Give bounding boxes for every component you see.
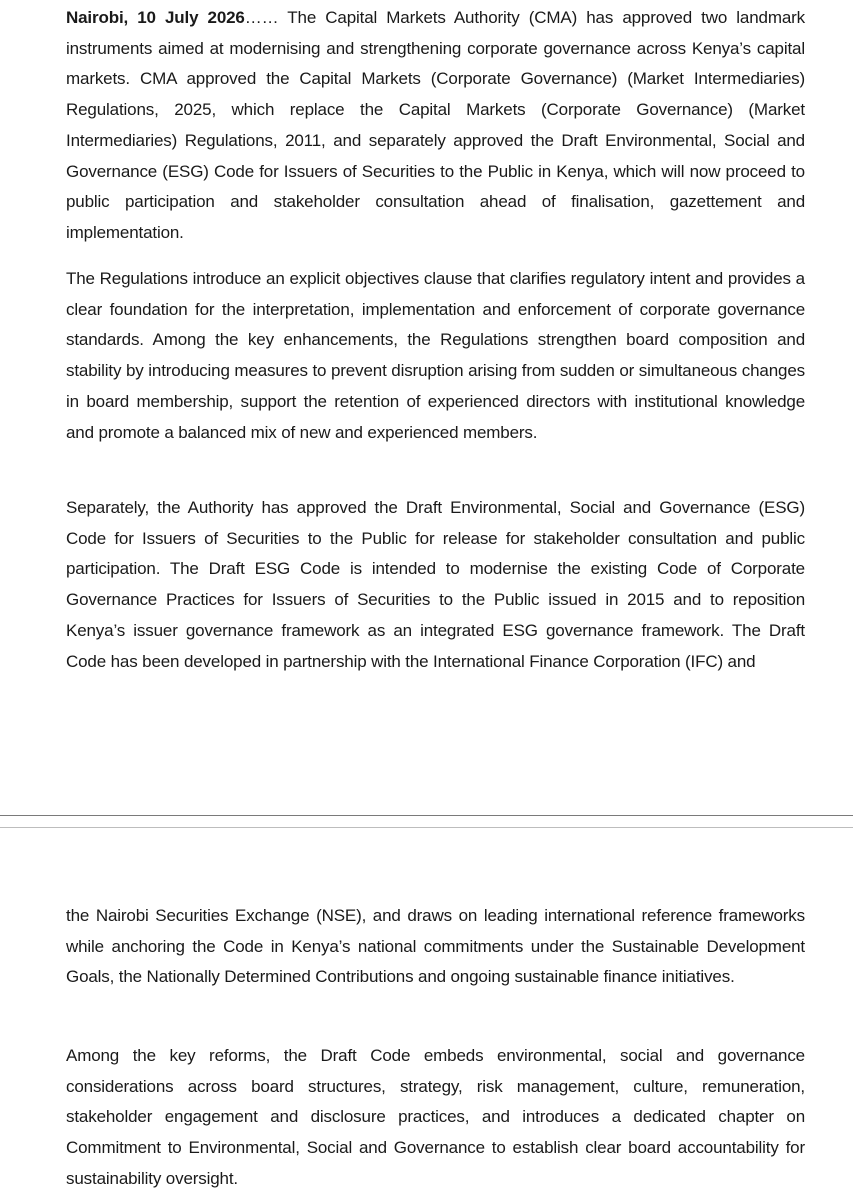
document-page-2 bbox=[0, 828, 853, 1200]
esg-code-text: Separately, the Authority has approved the Draft Environmental, Social and Governance (ESG) Code for Issuers of Securities to the Public for release for stakeholder consultation and public participation. The Draft ESG Code is intended to modernise the existing Code of Corporate Governance Practices for Issuers of Securities to the Public issued in 2015 and to reposition Kenya’s issuer governance framework as an integrated ESG governance framework. The Draft Code has been developed in partnership with the International Finance Corporation (IFC) and bbox=[66, 498, 805, 671]
key-reforms-text: Among the key reforms, the Draft Code embeds environmental, social and governance considerations across board structures, strategy, risk management, culture, remuneration, stakeholder engagement and disclosure practices, and introduces a dedicated chapter on Commitment to Environmental, Social and Governance to establish clear board accountability for sustainability oversight. bbox=[66, 1046, 805, 1188]
page-break bbox=[0, 815, 853, 828]
paragraph-intro bbox=[66, 3, 805, 249]
paragraph-key-reforms bbox=[66, 1041, 805, 1195]
dateline: Nairobi, 10 July 2026 bbox=[66, 8, 245, 27]
intro-text: …… The Capital Markets Authority (CMA) has approved two landmark instruments aimed at modernising and strengthening corporate governance across Kenya’s capital markets. CMA approved the Capital Markets (Corporate Governance) (Market Intermediaries) Regulations, 2025, which replace the Capital Markets (Corporate Governance) (Market Intermediaries) Regulations, 2011, and separately approved the Draft Environmental, Social and Governance (ESG) Code for Issuers of Securities to the Public in Kenya, which will now proceed to public participation and stakeholder consultation ahead of finalisation, gazettement and implementation. bbox=[66, 8, 805, 242]
paragraph-nse bbox=[66, 901, 805, 993]
paragraph-esg-code bbox=[66, 493, 805, 677]
regulations-text: The Regulations introduce an explicit objectives clause that clarifies regulatory intent and provides a clear foundation for the interpretation, implementation and enforcement of corporate governance standards. Among the key enhancements, the Regulations strengthen board composition and stability by introducing measures to prevent disruption arising from sudden or simultaneous changes in board membership, support the retention of experienced directors with institutional knowledge and promote a balanced mix of new and experienced members. bbox=[66, 269, 805, 442]
nse-text: the Nairobi Securities Exchange (NSE), and draws on leading international reference frameworks while anchoring the Code in Kenya’s national commitments under the Sustainable Development Goals, the Nationally Determined Contributions and ongoing sustainable finance initiatives. bbox=[66, 906, 805, 987]
paragraph-regulations bbox=[66, 264, 805, 448]
